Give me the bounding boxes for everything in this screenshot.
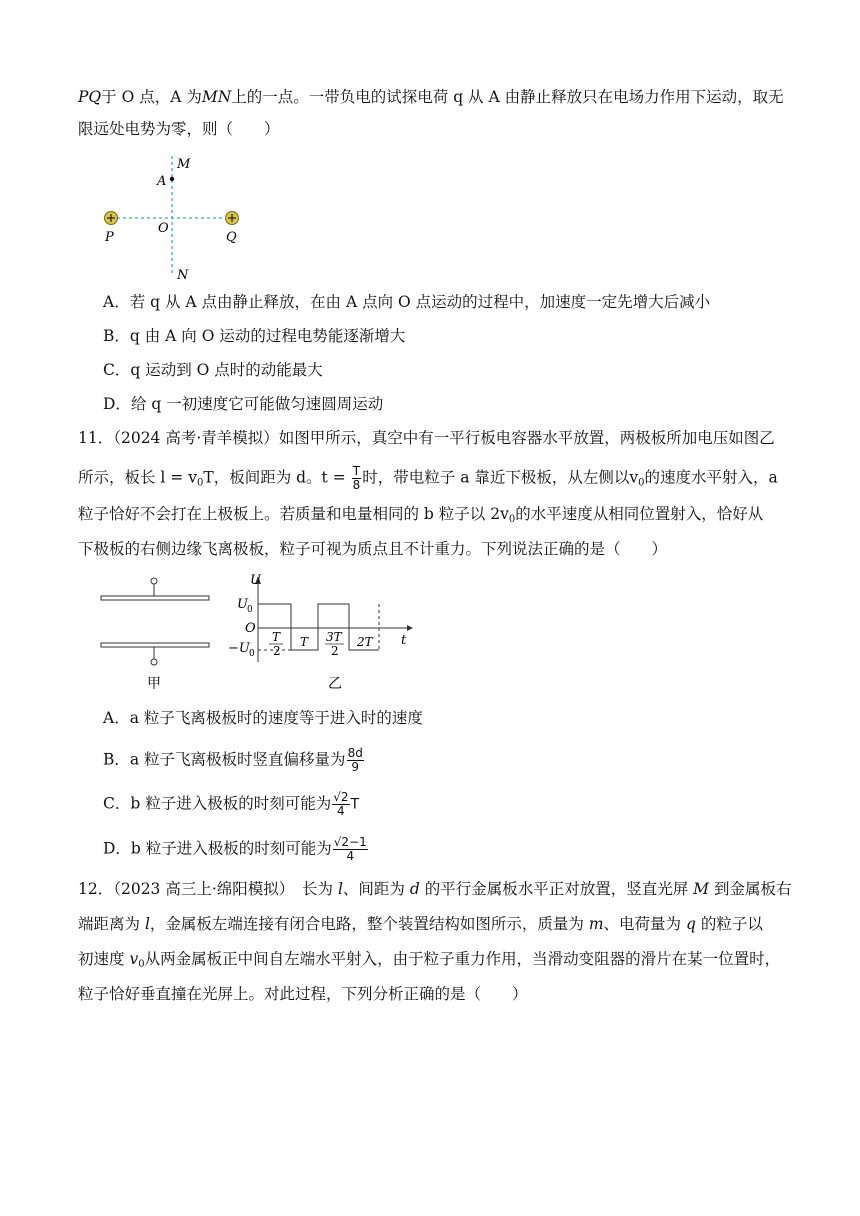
label-neg-u0: −U [228, 641, 250, 656]
charge-q-icon [226, 212, 239, 225]
charge-p-icon [105, 212, 118, 225]
q11-option-a: A．a 粒子飞离极板时的速度等于进入时的速度 [103, 709, 423, 727]
tick-t-half-den: 2 [273, 644, 281, 658]
voltage-waveform [228, 573, 413, 692]
label-n: N [177, 268, 189, 283]
mn-label: MN [201, 88, 232, 106]
q11-stem-line-1: 11．（2024 高考·青羊模拟）如图甲所示，真空中有一平行板电容器水平放置，两极板所加电压如图乙 [78, 429, 775, 447]
tick-t: T [300, 635, 309, 649]
q10-stem-line-2: 限远处电势为零，则（ ） [78, 120, 280, 138]
label-p: P [105, 230, 114, 245]
label-o: O [158, 221, 169, 236]
label-origin: O [245, 621, 256, 636]
tick-3t-half-num: 3T [326, 630, 342, 644]
tick-t-half-num: T [272, 630, 281, 644]
label-t-axis: t [401, 633, 407, 648]
q10-option-a: A．若 q 从 A 点由静止释放，在由 A 点向 O 点运动的过程中，加速度一定先增大后减小 [103, 293, 711, 311]
q10-stem-line-1: PQ于 O 点，A 为MN上的一点。一带负电的试探电荷 q 从 A 由静止释放只在电场力作用下运动，取无 [78, 88, 784, 106]
q12-stem-line-4: 粒子恰好垂直撞在光屏上。对此过程，下列分析正确的是（ ） [78, 985, 528, 1003]
q12-stem-line-1: 12．（2023 高三上·绵阳模拟） 长为 l、间距为 d 的平行金属板水平正对放置，竖直光屏 M 到金属板右 [78, 880, 792, 898]
svg-text:0: 0 [247, 605, 253, 615]
capacitor-diagram [101, 578, 209, 692]
q10-option-b: B．q 由 A 向 O 运动的过程电势能逐渐增大 [103, 327, 406, 345]
label-q: Q [226, 230, 237, 245]
q10-option-d: D．给 q 一初速度它可能做匀速圆周运动 [103, 395, 384, 413]
label-u-axis: U [250, 573, 261, 588]
q11-figure [95, 570, 425, 700]
label-yi: 乙 [328, 676, 342, 692]
q11-option-d: D．b 粒子进入极板的时刻可能为 $\frac{√2-1}{4}$ [103, 835, 367, 863]
q11-stem-line-4: 下极板的右侧边缘飞离极板，粒子可视为质点且不计重力。下列说法正确的是（ ） [78, 540, 668, 558]
t-over-8-fraction: $\frac{T}{8}$ [352, 464, 361, 492]
tick-3t-half-den: 2 [331, 644, 339, 658]
8d-over-9-fraction: $\frac{8d}{9}$ [347, 746, 363, 774]
q12-stem-line-3: 初速度 $v_0$从两金属板正中间自左端水平射入，由于粒子重力作用，当滑动变阻器的滑片在某一位置时， [78, 950, 781, 970]
sqrt2-minus-1-over-4-fraction: $\frac{√2-1}{4}$ [333, 835, 367, 863]
point-a-dot [170, 177, 174, 181]
label-u0: U [237, 597, 248, 612]
q11-option-b: B．a 粒子飞离极板时竖直偏移量为 $\frac{8d}{9}$ [103, 746, 363, 774]
q10-option-c: C．q 运动到 O 点时的动能最大 [103, 361, 323, 379]
svg-text:0: 0 [249, 649, 255, 659]
label-jia: 甲 [147, 676, 161, 692]
sqrt2-over-4-fraction: $\frac{√2}{4}$ [333, 790, 349, 818]
q11-stem-line-3: 粒子恰好不会打在上极板上。若质量和电量相同的 b 粒子以 $2v_0$的水平速度从相同位置射入，恰好从 [78, 505, 764, 525]
tick-2t: 2T [357, 635, 373, 649]
q12-stem-line-2: 端距离为 l，金属板左端连接有闭合电路，整个装置结构如图所示，质量为 m、电荷量为 q 的粒子以 [78, 915, 763, 933]
q10-charge-figure [95, 150, 255, 285]
label-m: M [177, 157, 191, 172]
pq-label: PQ [78, 88, 102, 106]
q11-option-c: C．b 粒子进入极板的时刻可能为 $\frac{√2}{4}$ T [103, 790, 360, 818]
q11-stem-line-2: 所示，板长 $l = v_0T$，板间距为 d。t = $\frac{T}{8}$ 时，带电粒子 a 靠近下极板，从左侧以$v_0$的速度水平射入，a [78, 464, 778, 492]
label-a: A [157, 174, 167, 189]
